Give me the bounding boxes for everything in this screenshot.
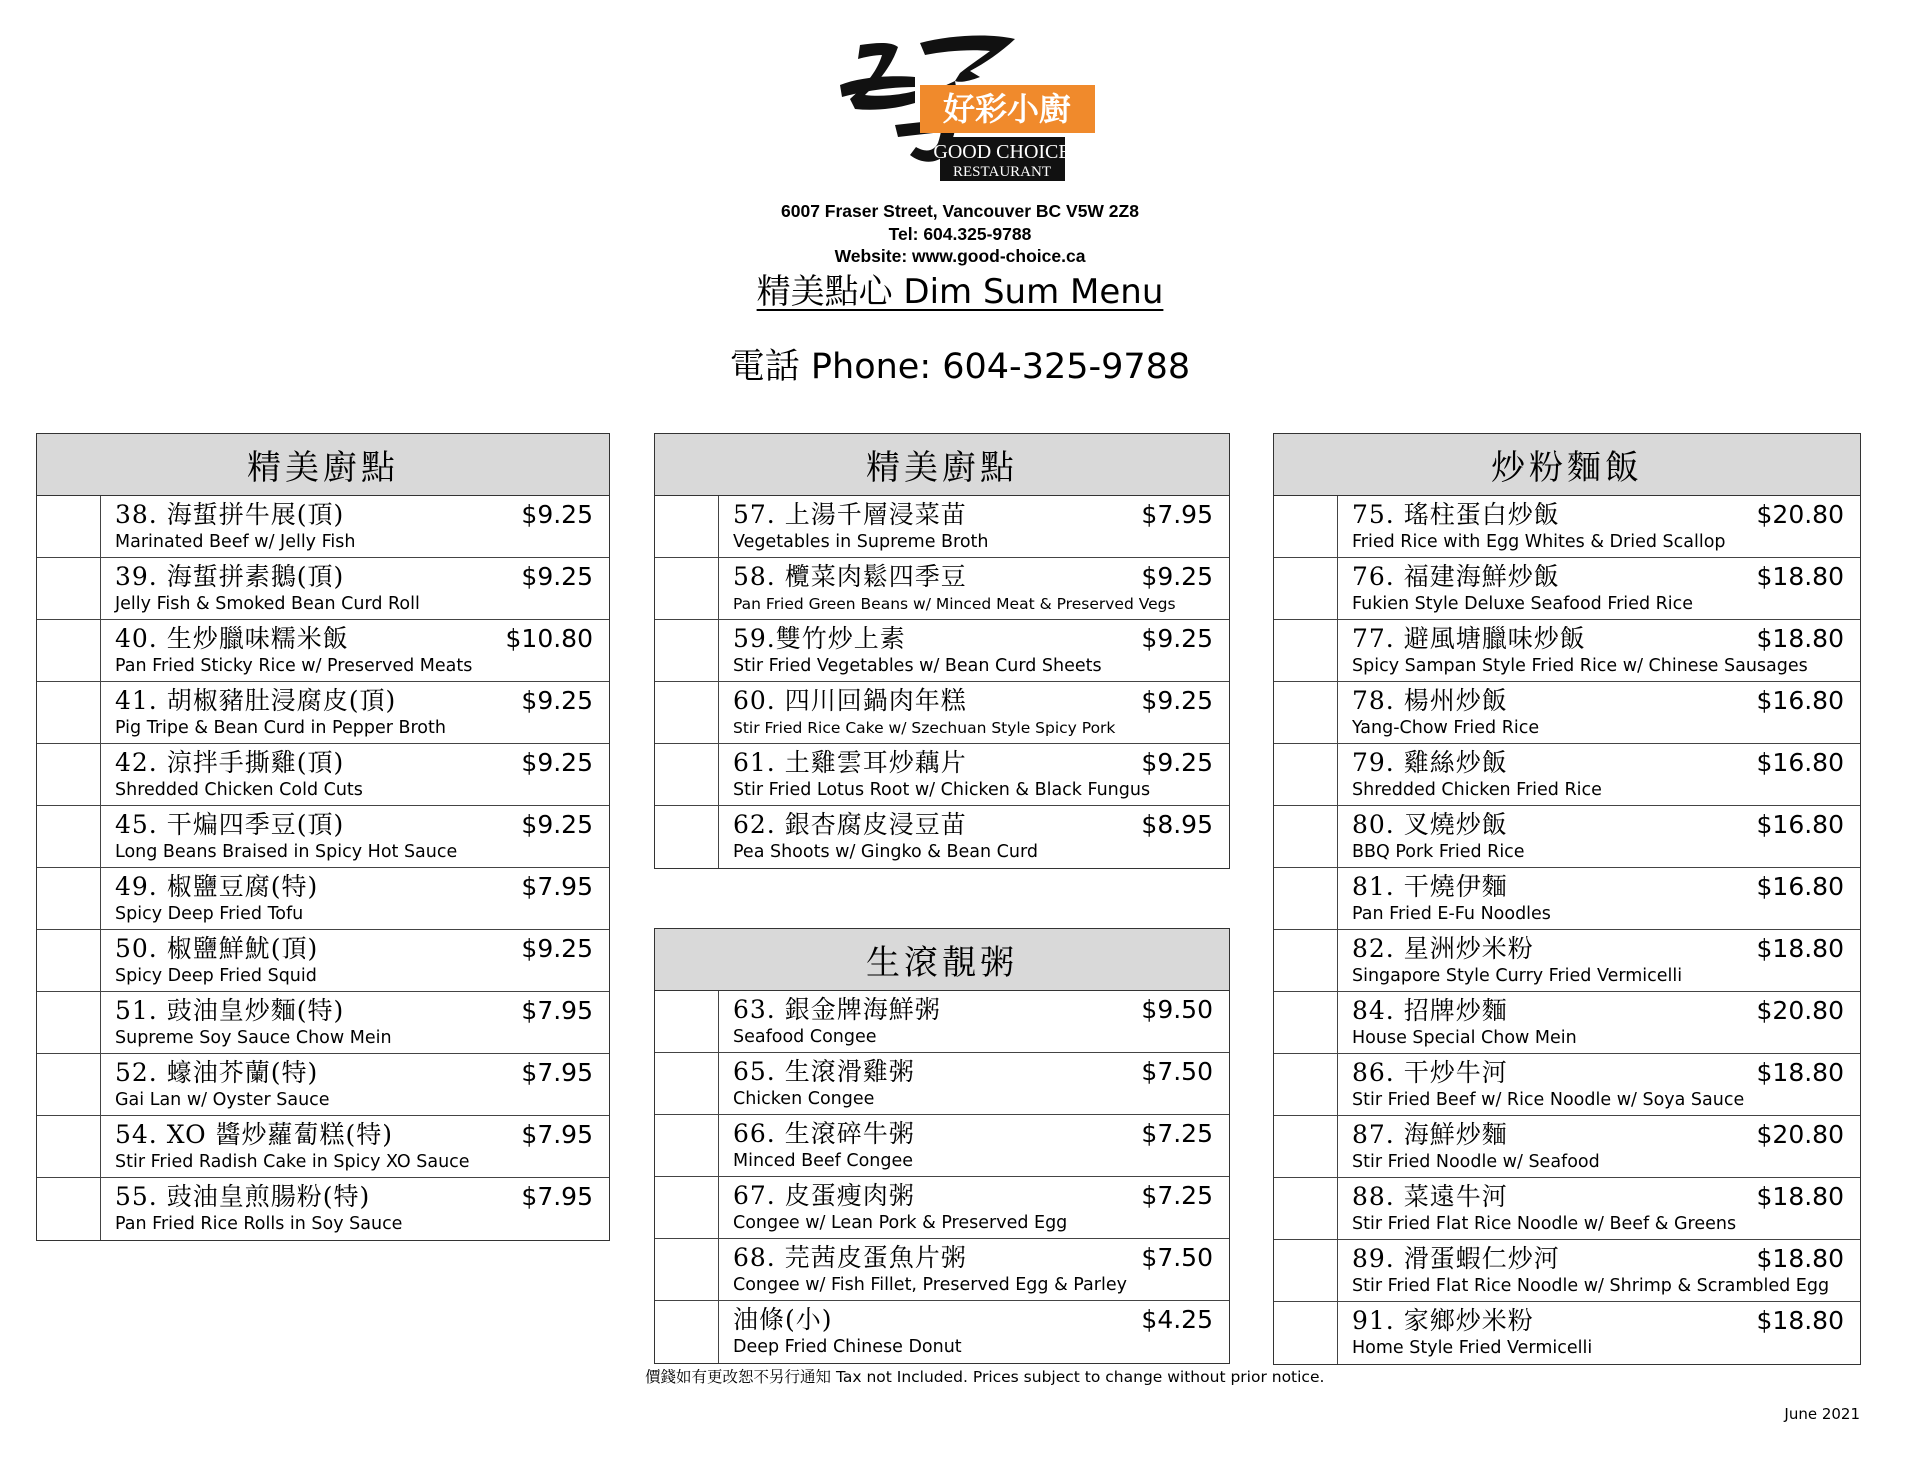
item-blank-cell — [37, 1116, 101, 1177]
item-price: $9.25 — [521, 810, 593, 839]
item-price: $9.50 — [1141, 995, 1213, 1024]
item-price: $18.80 — [1756, 624, 1844, 653]
menu-item — [1274, 558, 1860, 620]
item-name: 87. 海鮮炒麵 — [1352, 1120, 1508, 1149]
item-price: $8.95 — [1141, 810, 1213, 839]
item-description: Vegetables in Supreme Broth — [733, 532, 989, 552]
menu-item — [37, 930, 609, 992]
item-description: Yang-Chow Fried Rice — [1352, 718, 1540, 738]
item-name: 61. 土雞雲耳炒藕片 — [733, 748, 967, 777]
item-blank-cell — [655, 620, 719, 681]
item-description: Spicy Deep Fried Tofu — [115, 904, 304, 924]
item-description: Shredded Chicken Fried Rice — [1352, 780, 1602, 800]
item-price: $18.80 — [1756, 1306, 1844, 1335]
item-price: $7.95 — [521, 872, 593, 901]
item-blank-cell — [37, 1178, 101, 1240]
item-name: 57. 上湯千層浸菜苗 — [733, 500, 967, 529]
item-price: $9.25 — [521, 500, 593, 529]
menu-title — [0, 270, 1920, 314]
menu-item — [37, 496, 609, 558]
item-description: Pan Fried E-Fu Noodles — [1352, 904, 1551, 924]
phone-heading: 電話 Phone: 604-325-9788 — [729, 347, 1191, 387]
menu-section-kitchen-specials-1 — [36, 433, 610, 1241]
item-blank-cell — [1274, 930, 1338, 991]
website[interactable]: Website: www.good-choice.ca — [834, 246, 1086, 266]
price-notice-chinese: 價錢如有更改恕不另行通知 — [645, 1368, 832, 1386]
item-description: House Special Chow Mein — [1352, 1028, 1577, 1048]
item-description: Jelly Fish & Smoked Bean Curd Roll — [115, 594, 420, 614]
item-price: $7.95 — [521, 1058, 593, 1087]
item-description: Pig Tripe & Bean Curd in Pepper Broth — [115, 718, 446, 738]
item-name: 45. 干煸四季豆(頂) — [115, 810, 345, 839]
item-price: $10.80 — [505, 624, 593, 653]
item-description: Spicy Sampan Style Fried Rice w/ Chinese Sausages — [1352, 656, 1808, 676]
item-description: Minced Beef Congee — [733, 1151, 914, 1171]
item-description: Stir Fried Lotus Root w/ Chicken & Black Fungus — [733, 780, 1151, 800]
item-price: $18.80 — [1756, 1058, 1844, 1087]
item-description: Spicy Deep Fried Squid — [115, 966, 317, 986]
menu-item — [1274, 992, 1860, 1054]
menu-item — [655, 682, 1229, 744]
item-blank-cell — [37, 558, 101, 619]
item-name: 88. 菜遠牛河 — [1352, 1182, 1508, 1211]
item-price: $16.80 — [1756, 748, 1844, 777]
item-blank-cell — [37, 930, 101, 991]
item-price: $9.25 — [521, 934, 593, 963]
logo-chinese-text: 好彩小廚 — [942, 90, 1072, 128]
item-blank-cell — [1274, 1116, 1338, 1177]
item-price: $20.80 — [1756, 996, 1844, 1025]
restaurant-logo — [820, 25, 1120, 205]
item-blank-cell — [37, 806, 101, 867]
item-name: 67. 皮蛋瘦肉粥 — [733, 1181, 915, 1210]
item-blank-cell — [1274, 496, 1338, 557]
item-description: Stir Fried Radish Cake in Spicy XO Sauce — [115, 1152, 470, 1172]
price-notice-english: Tax not Included. Prices subject to change without prior notice. — [831, 1368, 1325, 1386]
menu-item — [37, 620, 609, 682]
item-blank-cell — [655, 806, 719, 868]
price-notice — [645, 1365, 1324, 1387]
item-description: Stir Fried Beef w/ Rice Noodle w/ Soya Sauce — [1352, 1090, 1745, 1110]
section-heading: 炒粉麵飯 — [1274, 434, 1860, 496]
item-price: $18.80 — [1756, 562, 1844, 591]
menu-section-kitchen-specials-2 — [654, 433, 1230, 869]
menu-item — [1274, 496, 1860, 558]
item-price: $7.95 — [521, 996, 593, 1025]
item-price: $18.80 — [1756, 1244, 1844, 1273]
item-name: 54. XO 醬炒蘿蔔糕(特) — [115, 1120, 394, 1149]
item-name: 41. 胡椒豬肚浸腐皮(頂) — [115, 686, 397, 715]
item-blank-cell — [655, 1115, 719, 1176]
menu-date: June 2021 — [1784, 1405, 1860, 1423]
item-blank-cell — [1274, 620, 1338, 681]
item-price: $16.80 — [1756, 810, 1844, 839]
item-price: $20.80 — [1756, 1120, 1844, 1149]
menu-item — [655, 806, 1229, 868]
item-blank-cell — [1274, 1240, 1338, 1301]
menu-item — [37, 558, 609, 620]
menu-item — [1274, 1116, 1860, 1178]
item-blank-cell — [655, 496, 719, 557]
item-description: Shredded Chicken Cold Cuts — [115, 780, 363, 800]
item-price: $9.25 — [1141, 686, 1213, 715]
item-name: 60. 四川回鍋肉年糕 — [733, 686, 967, 715]
section-heading: 精美廚點 — [655, 434, 1229, 496]
menu-item — [37, 1178, 609, 1240]
item-blank-cell — [1274, 1178, 1338, 1239]
item-blank-cell — [37, 682, 101, 743]
menu-title-text: 精美點心 Dim Sum Menu — [756, 272, 1164, 312]
item-description: Congee w/ Lean Pork & Preserved Egg — [733, 1213, 1068, 1233]
item-description: Fukien Style Deluxe Seafood Fried Rice — [1352, 594, 1694, 614]
item-price: $7.50 — [1141, 1057, 1213, 1086]
item-description: Stir Fried Flat Rice Noodle w/ Beef & Greens — [1352, 1214, 1737, 1234]
menu-item — [655, 991, 1229, 1053]
section-heading: 精美廚點 — [37, 434, 609, 496]
menu-item — [655, 1301, 1229, 1363]
menu-item — [655, 1053, 1229, 1115]
item-blank-cell — [1274, 868, 1338, 929]
item-price: $7.50 — [1141, 1243, 1213, 1272]
menu-item — [37, 1054, 609, 1116]
item-blank-cell — [1274, 682, 1338, 743]
item-description: Pea Shoots w/ Gingko & Bean Curd — [733, 842, 1038, 862]
item-blank-cell — [655, 682, 719, 743]
item-name: 91. 家鄉炒米粉 — [1352, 1306, 1534, 1335]
item-description: Congee w/ Fish Fillet, Preserved Egg & Parley — [733, 1275, 1127, 1295]
telephone: Tel: 604.325-9788 — [888, 223, 1032, 244]
item-price: $9.25 — [1141, 624, 1213, 653]
item-price: $16.80 — [1756, 872, 1844, 901]
menu-item — [655, 558, 1229, 620]
menu-item — [37, 744, 609, 806]
item-name: 58. 欖菜肉鬆四季豆 — [733, 562, 967, 591]
item-description: Stir Fried Noodle w/ Seafood — [1352, 1152, 1600, 1172]
item-description: Stir Fried Vegetables w/ Bean Curd Sheets — [733, 656, 1102, 676]
menu-item — [1274, 806, 1860, 868]
menu-item — [37, 1116, 609, 1178]
item-list — [655, 991, 1229, 1363]
item-description: Marinated Beef w/ Jelly Fish — [115, 532, 356, 552]
item-name: 55. 豉油皇煎腸粉(特) — [115, 1182, 371, 1211]
item-blank-cell — [1274, 744, 1338, 805]
item-description: Supreme Soy Sauce Chow Mein — [115, 1028, 392, 1048]
menu-item — [1274, 1302, 1860, 1364]
item-description: BBQ Pork Fried Rice — [1352, 842, 1525, 862]
menu-item — [1274, 744, 1860, 806]
item-description: Home Style Fried Vermicelli — [1352, 1338, 1593, 1358]
item-name: 40. 生炒臘味糯米飯 — [115, 624, 349, 653]
item-name: 79. 雞絲炒飯 — [1352, 748, 1508, 777]
item-description: Singapore Style Curry Fried Vermicelli — [1352, 966, 1683, 986]
item-name: 52. 蠔油芥蘭(特) — [115, 1058, 319, 1087]
item-price: $9.25 — [521, 562, 593, 591]
item-blank-cell — [655, 558, 719, 619]
menu-item — [37, 868, 609, 930]
item-price: $7.95 — [521, 1182, 593, 1211]
item-name: 63. 銀金牌海鮮粥 — [733, 995, 941, 1024]
section-heading: 生滾靚粥 — [655, 929, 1229, 991]
menu-item — [37, 682, 609, 744]
item-name: 59.雙竹炒上素 — [733, 624, 906, 653]
menu-item — [1274, 1054, 1860, 1116]
item-blank-cell — [37, 744, 101, 805]
item-name: 84. 招牌炒麵 — [1352, 996, 1508, 1025]
menu-item — [655, 496, 1229, 558]
item-blank-cell — [655, 1239, 719, 1300]
item-description: Stir Fried Rice Cake w/ Szechuan Style Spicy Pork — [733, 719, 1116, 737]
item-name: 39. 海蜇拼素鵝(頂) — [115, 562, 345, 591]
item-description: Deep Fried Chinese Donut — [733, 1337, 962, 1357]
item-blank-cell — [1274, 1054, 1338, 1115]
menu-item — [1274, 1240, 1860, 1302]
item-blank-cell — [1274, 992, 1338, 1053]
menu-item — [655, 744, 1229, 806]
menu-item — [1274, 682, 1860, 744]
item-name: 49. 椒鹽豆腐(特) — [115, 872, 319, 901]
item-description: Gai Lan w/ Oyster Sauce — [115, 1090, 330, 1110]
item-price: $9.25 — [1141, 562, 1213, 591]
menu-item — [655, 1239, 1229, 1301]
item-name: 油條(小) — [733, 1305, 833, 1334]
menu-item — [1274, 620, 1860, 682]
item-blank-cell — [655, 991, 719, 1052]
item-price: $4.25 — [1141, 1305, 1213, 1334]
item-blank-cell — [655, 1301, 719, 1363]
item-price: $7.25 — [1141, 1119, 1213, 1148]
item-blank-cell — [37, 868, 101, 929]
item-list — [1274, 496, 1860, 1364]
item-name: 42. 涼拌手撕雞(頂) — [115, 748, 345, 777]
item-price: $18.80 — [1756, 934, 1844, 963]
address-block — [0, 200, 1920, 268]
item-name: 65. 生滾滑雞粥 — [733, 1057, 915, 1086]
item-name: 38. 海蜇拼牛展(頂) — [115, 500, 345, 529]
item-name: 68. 芫茜皮蛋魚片粥 — [733, 1243, 967, 1272]
menu-item — [1274, 1178, 1860, 1240]
item-description: Chicken Congee — [733, 1089, 875, 1109]
item-description: Pan Fried Sticky Rice w/ Preserved Meats — [115, 656, 473, 676]
item-name: 80. 叉燒炒飯 — [1352, 810, 1508, 839]
menu-item — [1274, 868, 1860, 930]
item-description: Pan Fried Rice Rolls in Soy Sauce — [115, 1214, 403, 1234]
item-list — [37, 496, 609, 1240]
item-name: 51. 豉油皇炒麵(特) — [115, 996, 345, 1025]
item-price: $9.25 — [1141, 748, 1213, 777]
item-price: $16.80 — [1756, 686, 1844, 715]
item-price: $9.25 — [521, 748, 593, 777]
item-description: Long Beans Braised in Spicy Hot Sauce — [115, 842, 458, 862]
logo-name-text: GOOD CHOICE — [933, 141, 1071, 163]
item-name: 82. 星洲炒米粉 — [1352, 934, 1534, 963]
item-name: 75. 瑤柱蛋白炒飯 — [1352, 500, 1560, 529]
item-blank-cell — [655, 1177, 719, 1238]
item-blank-cell — [37, 1054, 101, 1115]
item-blank-cell — [1274, 806, 1338, 867]
menu-item — [37, 806, 609, 868]
menu-section-noodles-rice — [1273, 433, 1861, 1365]
item-price: $20.80 — [1756, 500, 1844, 529]
item-price: $7.95 — [1141, 500, 1213, 529]
item-name: 81. 干燒伊麵 — [1352, 872, 1508, 901]
item-blank-cell — [655, 1053, 719, 1114]
item-price: $7.25 — [1141, 1181, 1213, 1210]
item-name: 76. 福建海鮮炒飯 — [1352, 562, 1560, 591]
item-blank-cell — [37, 496, 101, 557]
item-name: 86. 干炒牛河 — [1352, 1058, 1508, 1087]
item-name: 89. 滑蛋蝦仁炒河 — [1352, 1244, 1560, 1273]
item-name: 62. 銀杏腐皮浸豆苗 — [733, 810, 967, 839]
menu-item — [1274, 930, 1860, 992]
menu-item — [37, 992, 609, 1054]
item-price: $9.25 — [521, 686, 593, 715]
item-description: Pan Fried Green Beans w/ Minced Meat & Preserved Vegs — [733, 595, 1176, 613]
item-name: 78. 楊州炒飯 — [1352, 686, 1508, 715]
item-blank-cell — [37, 992, 101, 1053]
item-blank-cell — [655, 744, 719, 805]
item-name: 66. 生滾碎牛粥 — [733, 1119, 915, 1148]
item-name: 50. 椒鹽鮮魷(頂) — [115, 934, 319, 963]
logo-sub-text: RESTAURANT — [953, 164, 1051, 180]
item-list — [655, 496, 1229, 868]
item-name: 77. 避風塘臘味炒飯 — [1352, 624, 1586, 653]
item-description: Fried Rice with Egg Whites & Dried Scallop — [1352, 532, 1726, 552]
item-description: Stir Fried Flat Rice Noodle w/ Shrimp & Scrambled Egg — [1352, 1276, 1830, 1296]
address: 6007 Fraser Street, Vancouver BC V5W 2Z8 — [781, 201, 1139, 221]
item-blank-cell — [1274, 1302, 1338, 1364]
menu-item — [655, 620, 1229, 682]
item-price: $18.80 — [1756, 1182, 1844, 1211]
menu-section-congee — [654, 928, 1230, 1364]
item-price: $7.95 — [521, 1120, 593, 1149]
item-blank-cell — [37, 620, 101, 681]
item-blank-cell — [1274, 558, 1338, 619]
menu-item — [655, 1115, 1229, 1177]
item-description: Seafood Congee — [733, 1027, 877, 1047]
menu-item — [655, 1177, 1229, 1239]
